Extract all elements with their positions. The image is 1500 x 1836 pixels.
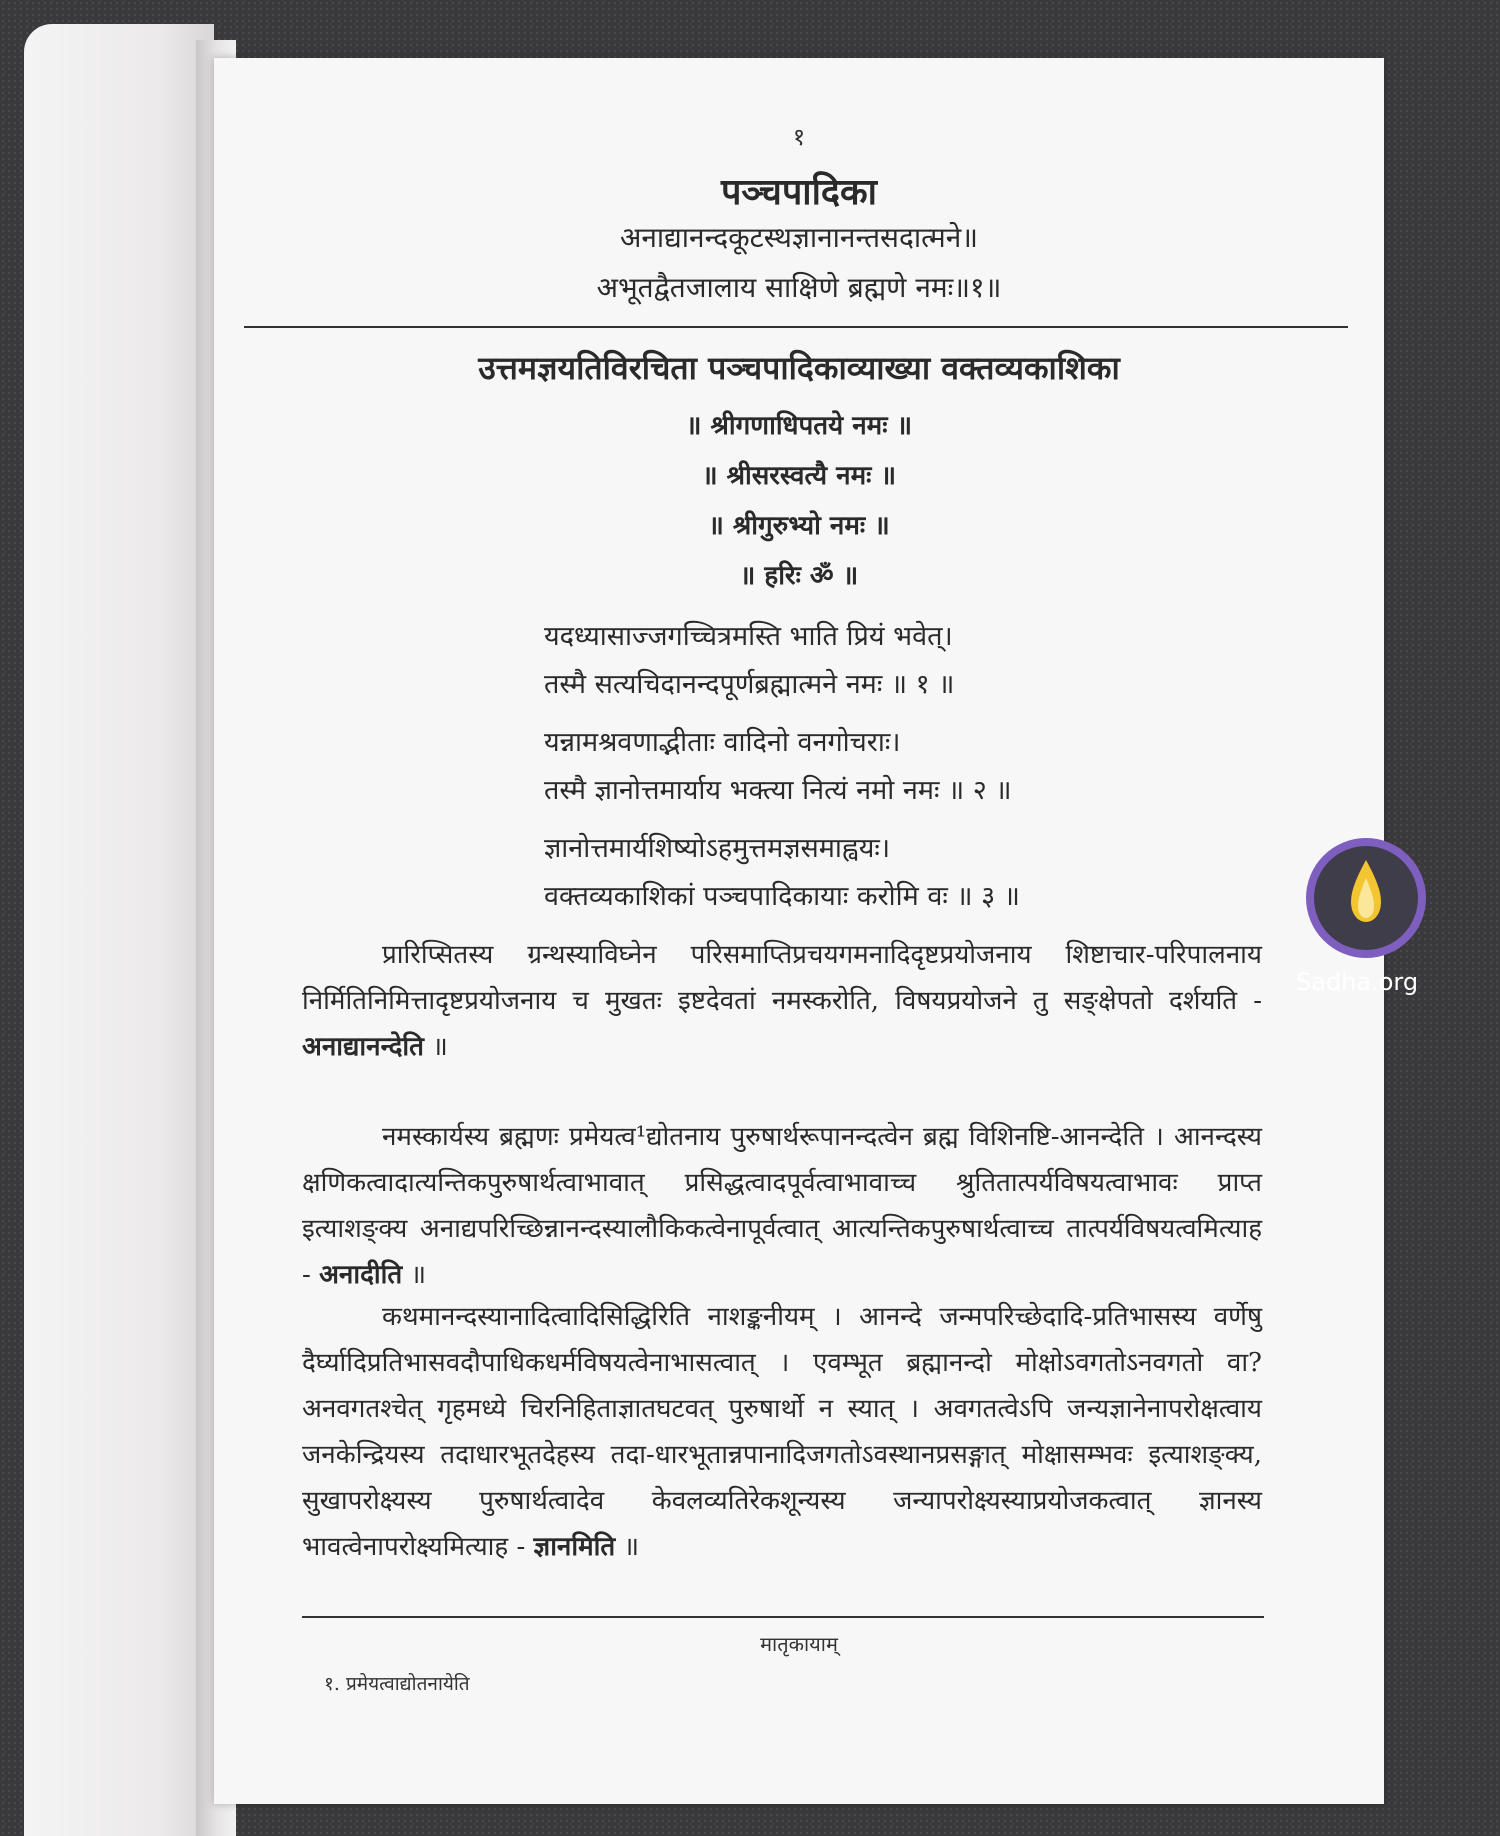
top-divider — [244, 326, 1348, 328]
paragraph-3-end: ॥ — [615, 1532, 640, 1562]
paragraph-3-keyword: ज्ञानमिति — [533, 1532, 616, 1562]
paragraph-2-text: नमस्कार्यस्य ब्रह्मणः प्रमेयत्व¹द्योतनाय पुरुषार्थरूपानन्दत्वेन ब्रह्म विशिनष्टि-आनन्देति । आनन्दस्य क्षणिकत्वादात्यन्तिकपुरुषार्थत्वाभावात् प्रसिद्धत्वादपूर्वत्वाभावाच्च श्रुतितात्पर्यविषयत्वाभावः प्राप्त इत्याशङ्क्य अनाद्यपरिच्छिन्नानन्दस्यालौकिकत्वेनापूर्वत्वात् आत्यन्तिकपुरुषार्थत्वाच्च तात्पर्यविषयत्वमित्याह - — [302, 1122, 1263, 1290]
invocation-hari-om: ॥ हरिः ॐ ॥ — [739, 561, 859, 591]
verse-3-line-2: वक्तव्यकाशिकां पञ्चपादिकायाः करोमि वः ॥ ३ ॥ — [544, 881, 1020, 912]
verse-2-line-2: तस्मै ज्ञानोत्तमार्याय भक्त्या नित्यं नमो नमः ॥ २ ॥ — [544, 775, 1012, 806]
sadha-logo — [1306, 838, 1426, 958]
watermark-text: Sadha.org — [1296, 968, 1419, 996]
invocation-ganesha: ॥ श्रीगणाधिपतये नमः ॥ — [685, 411, 913, 441]
variant-reading: मातृकायाम् — [760, 1632, 838, 1656]
paragraph-3-text: कथमानन्दस्यानादित्वादिसिद्धिरिति नाशङ्कनीयम् । आनन्दे जन्मपरिच्छेदादि-प्रतिभासस्य वर्णेषु दैर्घ्यादिप्रतिभासवदौपाधिकधर्मविषयत्वेनाभासत्वात् । एवम्भूत ब्रह्मानन्दो मोक्षोऽवगतोऽनवगतो वा? अनवगतश्चेत् गृहमध्ये चिरनिहिताज्ञातघटवत् पुरुषार्थो न स्यात् । अवगतत्वेऽपि जन्यज्ञानेनापरोक्षत्वाय जनकेन्द्रियस्य तदाधारभूतदेहस्य तदा-धारभूतान्नपानादिजगतोऽवस्थानप्रसङ्गात् मोक्षासम्भवः इत्याशङ्क्य, सुखापरोक्ष्यस्य पुरुषार्थत्वादेव केवलव्यतिरेकशून्यस्य जन्यापरोक्ष्यस्याप्रयोजकत्वात् ज्ञानस्य भावत्वेनापरोक्ष्यमित्याह - — [302, 1302, 1262, 1562]
commentary-paragraph-1 — [302, 932, 1262, 1070]
commentary-title: उत्तमज्ञयतिविरचिता पञ्चपादिकाव्याख्या वक्तव्यकाशिका — [478, 349, 1120, 387]
left-page-edge — [24, 24, 214, 1836]
flame-icon — [1347, 858, 1385, 924]
page-title: पञ्चपादिका — [720, 171, 878, 213]
verse-1-line-1: यदध्यासाज्जगच्चित्रमस्ति भाति प्रियं भवेत्। — [544, 621, 953, 652]
paragraph-1-text: प्रारिप्सितस्य ग्रन्थस्याविघ्नेन परिसमाप्तिप्रचयगमनादिदृष्टप्रयोजनाय शिष्टाचार-परिपालनाय निर्मितिनिमित्तादृष्टप्रयोजनाय च मुखतः इष्टदेवतां नमस्करोति, विषयप्रयोजने तु सङ्क्षेपतो दर्शयति - — [302, 940, 1262, 1016]
paragraph-1-keyword: अनाद्यानन्देति — [302, 1032, 424, 1062]
paragraph-1-end: ॥ — [423, 1032, 448, 1062]
commentary-paragraph-3 — [302, 1294, 1262, 1570]
footnote: १. प्रमेयत्वाद्योतनायेति — [324, 1673, 470, 1695]
logo-disc — [1314, 846, 1418, 950]
mangala-line-2: अभूतद्वैतजालाय साक्षिणे ब्रह्मणे नमः॥१॥ — [596, 271, 1002, 304]
verse-2-line-1: यन्नामश्रवणाद्भीताः वादिनो वनगोचराः। — [544, 727, 901, 758]
verse-3-line-1: ज्ञानोत्तमार्यशिष्योऽहमुत्तमज्ञसमाह्वयः। — [544, 833, 891, 864]
paragraph-2-keyword: अनादीति — [319, 1260, 403, 1290]
invocation-gurus: ॥ श्रीगुरुभ्यो नमः ॥ — [708, 511, 890, 541]
mangala-line-1: अनाद्यानन्दकूटस्थज्ञानानन्तसदात्मने॥ — [619, 221, 979, 254]
page-number: १ — [792, 123, 806, 151]
verse-1-line-2: तस्मै सत्यचिदानन्दपूर्णब्रह्मात्मने नमः ॥ १ ॥ — [544, 669, 955, 700]
book-page — [214, 58, 1384, 1804]
commentary-paragraph-2 — [302, 1114, 1262, 1298]
paragraph-2-end: ॥ — [402, 1260, 427, 1290]
footnote-divider — [302, 1616, 1264, 1618]
invocation-sarasvati: ॥ श्रीसरस्वत्यै नमः ॥ — [701, 461, 897, 491]
